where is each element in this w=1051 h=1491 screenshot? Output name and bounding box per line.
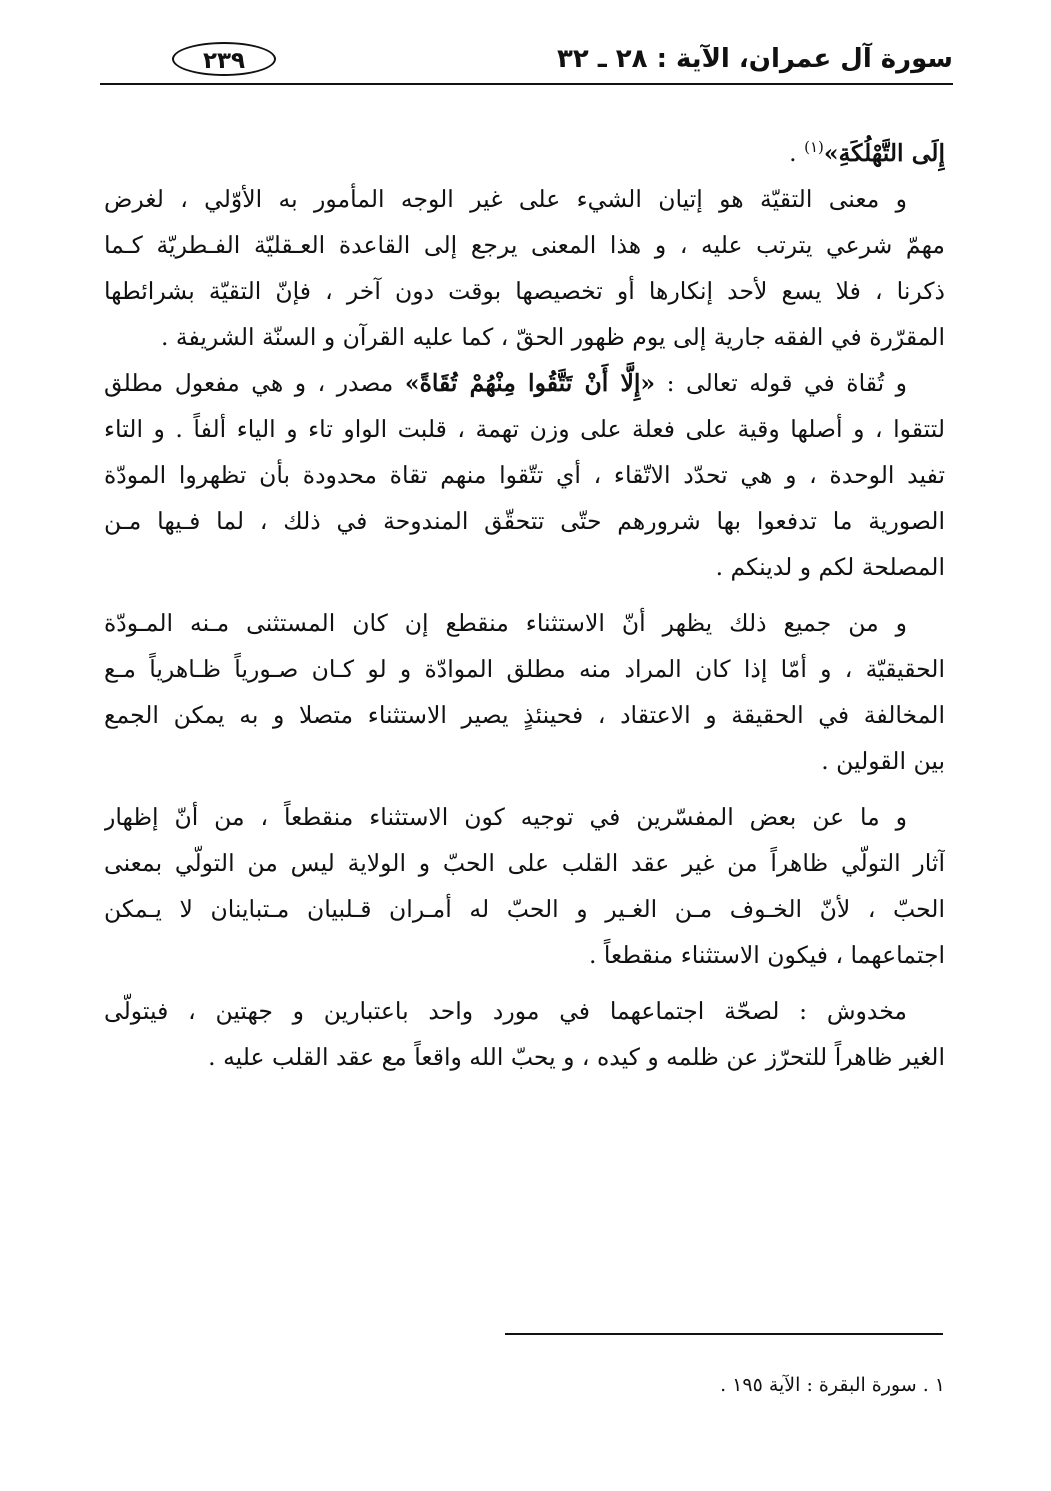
paragraph-2 [104,360,945,590]
footnote-divider [505,1333,943,1335]
text-line: المصلحة لكم و لدينكم . [715,553,945,581]
text-line: المخالفة في الحقيقة و الاعتقاد ، فحينئذٍ يصير الاستثناء متصلا و به يمكن الجمع [104,701,945,729]
text-line: الصورية ما تدفعوا بها شرورهم حتّى تتحقّق المندوحة في ذلك ، لما فـيها مـن [104,507,945,535]
text-fragment: . [789,139,797,167]
text-line: ذكرنا ، فلا يسع لأحد إنكارها أو تخصيصها بوقت دون آخر ، فإنّ التقيّة بشرائطها [104,277,945,305]
text-line: مخدوش : لصحّة اجتماعهما في مورد واحد باعتبارين و جهتين ، فيتولّى [104,997,907,1025]
text-fragment: و تُقاة في قوله تعالى : [666,369,908,397]
paragraph-4 [104,794,945,978]
text-line: بين القولين . [821,747,945,775]
opening-quote-line [104,130,945,176]
header-divider [100,83,953,85]
text-line: الحبّ ، لأنّ الخـوف مـن الغـير و الحبّ له أمـران قـلبيان مـتباينان لا يـمكن [104,895,945,923]
text-line: و معنى التقيّة هو إتيان الشيء على غير الوجه المأمور به الأوّلي ، لغرض [104,185,907,213]
text-line: لتتقوا ، و أصلها وقية على فعلة على وزن تهمة ، قلبت الواو تاء و الياء ألفاً . و التاء [104,415,945,443]
footnote-reference: (١) [804,138,824,157]
text-line: الحقيقيّة ، و أمّا إذا كان المراد منه مطلق الموادّة و لو كـان صـورياً ظـاهرياً مـع [104,655,945,683]
paragraph-3 [104,600,945,784]
text-line: المقرّرة في الفقه جارية إلى يوم ظهور الحقّ ، كما عليه القرآن و السنّة الشريفة . [160,323,945,351]
text-fragment: مصدر ، و هي مفعول مطلق [104,369,394,397]
page-number: ٢٣٩ [172,42,276,76]
main-text [104,130,945,1080]
quran-quote: «إِلَّا أَنْ تَتَّقُوا مِنْهُمْ تُقَاةً» [404,369,656,397]
text-line: و من جميع ذلك يظهر أنّ الاستثناء منقطع إن كان المستثنى مـنه المـودّة [104,609,907,637]
running-header [100,34,953,82]
quran-quote: إِلَى التَّهْلُكَةِ» [823,139,945,167]
text-line: الغير ظاهراً للتحرّز عن ظلمه و كيده ، و يحبّ الله واقعاً مع عقد القلب عليه . [208,1043,945,1071]
text-line: آثار التولّي ظاهراً من غير عقد القلب على الحبّ و الولاية ليس من التولّي بمعنى [104,849,945,877]
text-line: تفيد الوحدة ، و هي تحدّد الاتّقاء ، أي تتّقوا منهم تقاة محدودة بأن تظهروا المودّة [104,461,945,489]
text-line: مهمّ شرعي يترتب عليه ، و هذا المعنى يرجع إلى القاعدة العـقليّة الفـطريّة كـما [104,231,945,259]
text-line: اجتماعهما ، فيكون الاستثناء منقطعاً . [588,941,945,969]
footnote: ١ . سورة البقرة : الآية ١٩٥ . [720,1374,945,1396]
paragraph-5 [104,988,945,1080]
header-title: سورة آل عمران، الآية : ٢٨ ـ ٣٢ [557,44,953,74]
text-line [104,360,945,406]
paragraph-1 [104,176,945,360]
text-line: و ما عن بعض المفسّرين في توجيه كون الاستثناء منقطعاً ، من أنّ إظهار [104,803,907,831]
